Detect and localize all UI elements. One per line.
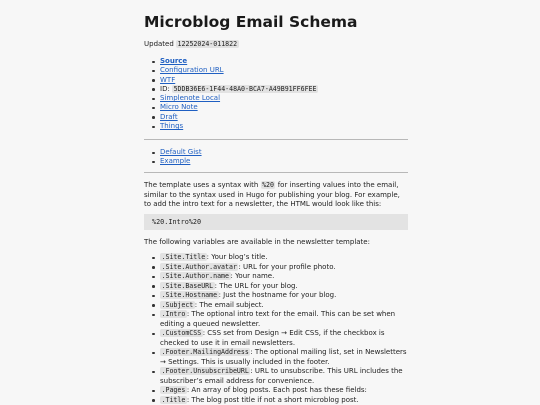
variable-item xyxy=(144,253,408,263)
variable-description: : The URL for your blog. xyxy=(214,281,298,290)
things-link[interactable]: Things xyxy=(160,122,184,131)
variable-item xyxy=(144,291,408,301)
variable-item xyxy=(144,282,408,292)
list-item xyxy=(144,94,318,103)
variable-code: .Site.Author.avatar xyxy=(161,262,237,271)
variable-code: .Footer.MailingAddress xyxy=(161,348,249,356)
variable-item xyxy=(144,272,408,282)
variable-description: : The email subject. xyxy=(194,300,264,309)
variable-item xyxy=(144,263,408,273)
variable-item xyxy=(144,367,408,386)
simplenote-local-link[interactable]: Simplenote Local xyxy=(160,94,221,103)
id-label: ID: xyxy=(160,84,170,93)
divider xyxy=(144,139,408,140)
list-item xyxy=(144,157,202,166)
variable-code: .Site.BaseURL xyxy=(161,281,214,290)
variable-description: : The optional mailing list, set in Newsletters → Settings. This is usually included in the footer. xyxy=(160,348,407,366)
variables-list xyxy=(144,253,408,405)
list-item xyxy=(144,66,318,75)
draft-link[interactable]: Draft xyxy=(160,112,178,121)
list-item xyxy=(144,103,318,112)
variable-description: : The blog post title if not a short microblog post. xyxy=(186,395,359,404)
source-link[interactable]: Source xyxy=(160,57,188,65)
variable-description: : Your name. xyxy=(230,272,275,280)
intro-paragraph: The template uses a syntax with %20 for inserting values into the email, similar to the syntax used in Hugo for publishing your blog. For example, to add the intro text for a newsletter, the HTML would look like this: xyxy=(144,181,400,208)
variables-intro: The following variables are available in the newsletter template: xyxy=(144,238,370,246)
variable-description: : URL for your profile photo. xyxy=(238,262,336,271)
variable-description: : Just the hostname for your blog. xyxy=(218,291,337,299)
wtf-link[interactable]: WTF xyxy=(160,75,176,84)
default-gist-link[interactable]: Default Gist xyxy=(160,148,202,156)
variable-item xyxy=(144,329,408,348)
gist-links-list xyxy=(144,148,202,167)
variable-description: : Your blog’s title. xyxy=(206,253,268,261)
variable-code: .CustomCSS xyxy=(161,329,202,337)
list-item xyxy=(144,113,318,122)
variable-code: .Pages xyxy=(161,386,186,394)
updated-line xyxy=(144,40,239,50)
variable-code: .Intro xyxy=(161,310,186,318)
variable-code: .Site.Hostname xyxy=(161,291,218,299)
list-item xyxy=(144,85,318,94)
micro-note-link[interactable]: Micro Note xyxy=(160,103,198,112)
variable-item xyxy=(144,386,408,396)
list-item xyxy=(144,76,318,85)
page-title: Microblog Email Schema xyxy=(144,13,358,31)
variable-code: .Site.Title xyxy=(161,253,206,261)
variable-item xyxy=(144,301,408,311)
resource-links-list xyxy=(144,57,318,131)
list-item xyxy=(144,122,318,131)
list-item xyxy=(144,148,202,157)
variable-code: .Subject xyxy=(161,300,194,309)
variable-item xyxy=(144,396,408,405)
variable-code: .Title xyxy=(161,395,186,404)
divider xyxy=(144,172,408,173)
variable-description: : URL to unsubscribe. This URL includes the subscriber’s email address for convenience. xyxy=(160,367,403,385)
variable-item xyxy=(144,310,408,329)
configuration-url-link[interactable]: Configuration URL xyxy=(160,66,224,75)
variable-code: .Footer.UnsubscribeURL xyxy=(161,367,249,375)
list-item xyxy=(144,57,318,66)
updated-label: Updated xyxy=(144,40,174,48)
id-value: 5DDB36E6-1F44-48A0-BCA7-A49B91FF6FEE xyxy=(173,84,317,93)
variable-code: .Site.Author.name xyxy=(161,272,229,280)
example-link[interactable]: Example xyxy=(160,157,191,166)
variable-description: : CSS set from Design → Edit CSS, if the checkbox is checked to use it in email newsletters. xyxy=(160,329,385,347)
variable-description: : An array of blog posts. Each post has these fields: xyxy=(186,386,367,394)
updated-value: 12252024-011822 xyxy=(177,40,238,48)
variable-description: : The optional intro text for the email. This can be set when editing a queued newsletter. xyxy=(160,310,396,328)
inline-code: %20 xyxy=(262,181,274,189)
variable-item xyxy=(144,348,408,367)
code-block: %20.Intro%20 xyxy=(144,214,408,230)
